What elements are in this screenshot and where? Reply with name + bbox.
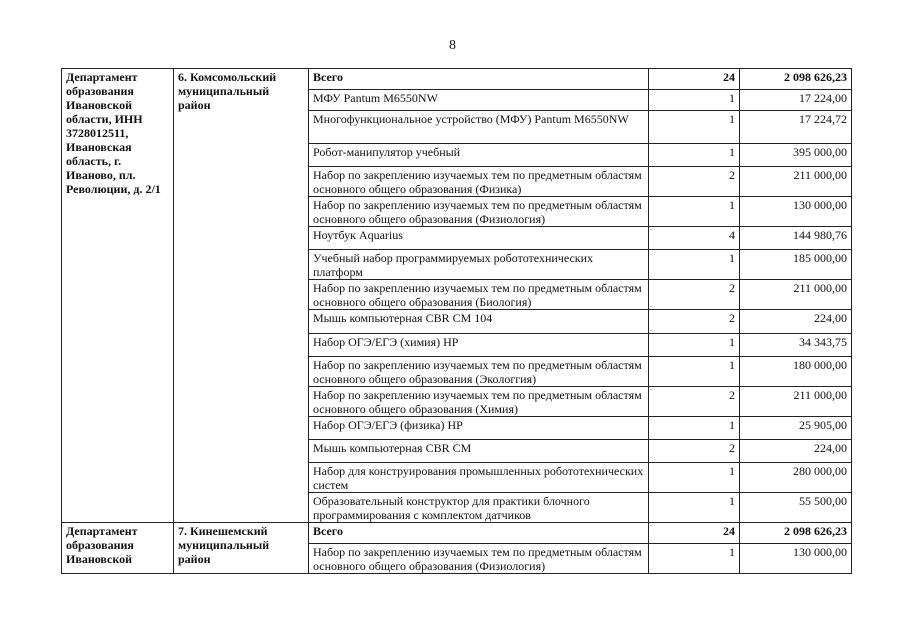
item-sum: 130 000,00 <box>740 544 852 574</box>
item-sum: 224,00 <box>740 440 852 463</box>
total-label: Всего <box>309 69 649 90</box>
table-row <box>62 69 852 90</box>
total-label: Всего <box>309 523 649 544</box>
item-qty: 2 <box>649 310 740 334</box>
item-qty: 1 <box>649 544 740 574</box>
item-name: Набор для конструирования промышленных робототехнических систем <box>309 463 649 493</box>
item-sum: 211 000,00 <box>740 280 852 310</box>
total-qty: 24 <box>649 523 740 544</box>
item-qty: 1 <box>649 493 740 523</box>
equipment-table <box>61 68 852 574</box>
item-sum: 25 905,00 <box>740 417 852 440</box>
organization-cell: Департамент образования Ивановской <box>62 523 174 574</box>
table-row <box>62 523 852 544</box>
item-sum: 395 000,00 <box>740 144 852 167</box>
item-qty: 1 <box>649 417 740 440</box>
item-name: Ноутбук Aquarius <box>309 227 649 250</box>
item-sum: 17 224,00 <box>740 90 852 111</box>
item-qty: 1 <box>649 90 740 111</box>
item-name: Набор ОГЭ/ЕГЭ (физика) HP <box>309 417 649 440</box>
item-name: Набор по закреплению изучаемых тем по предметным областям основного общего образования (Экологгия) <box>309 357 649 387</box>
item-name: Многофункциональное устройство (МФУ) Pantum M6550NW <box>309 111 649 144</box>
total-sum: 2 098 626,23 <box>740 69 852 90</box>
item-sum: 211 000,00 <box>740 387 852 417</box>
item-name: Набор по закреплению изучаемых тем по предметным областям основного общего образования (Физиология) <box>309 544 649 574</box>
item-qty: 2 <box>649 167 740 197</box>
item-name: Набор по закреплению изучаемых тем по предметным областям основного общего образования (Физика) <box>309 167 649 197</box>
item-qty: 2 <box>649 280 740 310</box>
item-name: Набор по закреплению изучаемых тем по предметным областям основного общего образования (Биология) <box>309 280 649 310</box>
item-qty: 1 <box>649 250 740 280</box>
item-qty: 2 <box>649 387 740 417</box>
item-name: Робот-манипулятор учебный <box>309 144 649 167</box>
item-sum: 280 000,00 <box>740 463 852 493</box>
item-sum: 185 000,00 <box>740 250 852 280</box>
item-name: Учебный набор программируемых робототехнических платформ <box>309 250 649 280</box>
organization-cell: Департамент образования Ивановской области, ИНН 3728012511, Ивановская область, г. Иваново, пл. Революции, д. 2/1 <box>62 69 174 523</box>
item-sum: 211 000,00 <box>740 167 852 197</box>
item-qty: 1 <box>649 197 740 227</box>
district-cell: 7. Кинешемский муниципальный район <box>174 523 309 574</box>
district-cell: 6. Комсомольский муниципальный район <box>174 69 309 523</box>
item-name: Мышь компьютерная CBR CM 104 <box>309 310 649 334</box>
item-qty: 1 <box>649 463 740 493</box>
item-qty: 2 <box>649 440 740 463</box>
item-sum: 130 000,00 <box>740 197 852 227</box>
item-name: Мышь компьютерная CBR CM <box>309 440 649 463</box>
item-qty: 1 <box>649 111 740 144</box>
item-name: МФУ Pantum M6550NW <box>309 90 649 111</box>
total-qty: 24 <box>649 69 740 90</box>
item-sum: 180 000,00 <box>740 357 852 387</box>
item-name: Набор по закреплению изучаемых тем по предметным областям основного общего образования (Физиология) <box>309 197 649 227</box>
item-name: Набор ОГЭ/ЕГЭ (химия) HP <box>309 334 649 357</box>
item-qty: 1 <box>649 357 740 387</box>
item-name: Набор по закреплению изучаемых тем по предметным областям основного общего образования (Химия) <box>309 387 649 417</box>
item-sum: 224,00 <box>740 310 852 334</box>
item-sum: 55 500,00 <box>740 493 852 523</box>
item-sum: 34 343,75 <box>740 334 852 357</box>
item-sum: 144 980,76 <box>740 227 852 250</box>
item-qty: 1 <box>649 334 740 357</box>
item-sum: 17 224,72 <box>740 111 852 144</box>
total-sum: 2 098 626,23 <box>740 523 852 544</box>
item-name: Образовательный конструктор для практики блочного программирования с комплектом датчиков <box>309 493 649 523</box>
page-number: 8 <box>449 38 456 53</box>
item-qty: 4 <box>649 227 740 250</box>
item-qty: 1 <box>649 144 740 167</box>
